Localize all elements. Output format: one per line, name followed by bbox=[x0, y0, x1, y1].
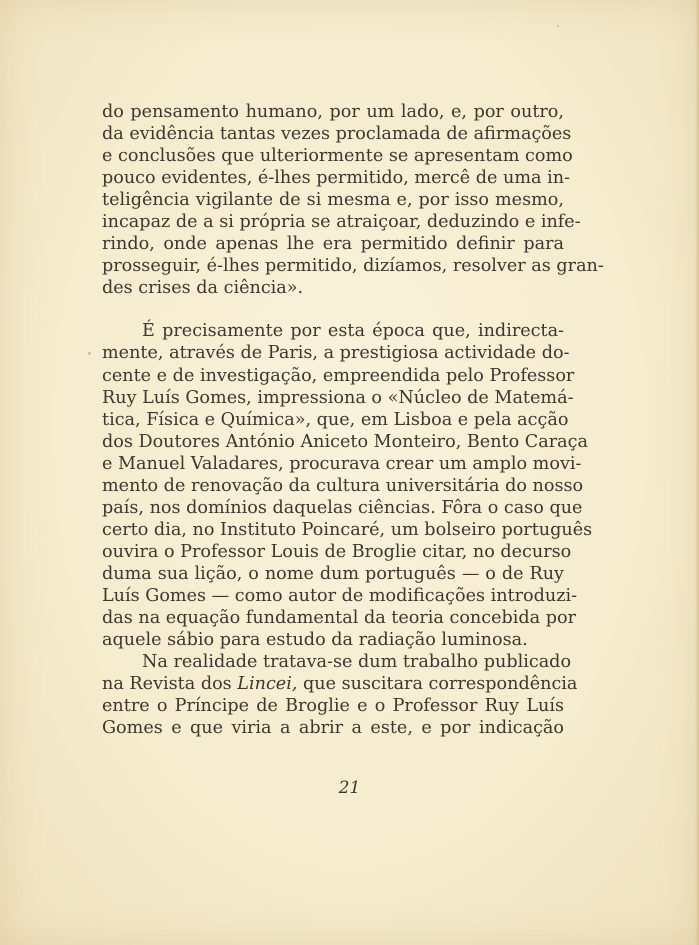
paper-speck bbox=[88, 352, 91, 355]
text-line: aquele sábio para estudo da radiação luminosa. bbox=[102, 630, 528, 651]
text-line: e conclusões que ulteriormente se apresentam como bbox=[102, 146, 573, 167]
text-line-with-italic bbox=[102, 673, 578, 695]
page-number: 21 bbox=[338, 778, 361, 798]
text-line: entre o Príncipe de Broglie e o Professor Ruy Luís bbox=[102, 696, 564, 717]
text-line: incapaz de a si própria se atraiçoar, deduzindo e infe- bbox=[102, 212, 581, 233]
italic-journal-name: Lincei, bbox=[237, 674, 298, 695]
text-line: Gomes e que viria a abrir a este, e por indicação bbox=[102, 718, 564, 739]
text-line: rindo, onde apenas lhe era permitido definir para bbox=[102, 234, 564, 255]
text-line: da evidência tantas vezes proclamada de afirmações bbox=[102, 124, 572, 145]
text-line: mente, através de Paris, a prestigiosa actividade do- bbox=[102, 343, 570, 364]
paragraph-1 bbox=[102, 101, 604, 299]
text-line: das na equação fundamental da teoria concebida por bbox=[102, 608, 577, 629]
paragraph-3 bbox=[102, 651, 578, 739]
text-line: país, nos domínios daquelas ciências. Fôra o caso que bbox=[102, 497, 583, 518]
text-line: prosseguir, é-lhes permitido, dizíamos, resolver as gran- bbox=[102, 256, 604, 277]
text-line: Ruy Luís Gomes, impressiona o «Núcleo de Matemá- bbox=[102, 387, 574, 408]
paragraph-gap bbox=[102, 299, 564, 320]
text-line: certo dia, no Instituto Poincaré, um bolseiro português bbox=[102, 519, 593, 540]
text-line: É precisamente por esta época que, indirecta- bbox=[142, 321, 564, 342]
text-line: do pensamento humano, por um lado, e, por outro, bbox=[102, 102, 564, 122]
text-line: Luís Gomes — como autor de modificações introduzi- bbox=[102, 585, 578, 606]
text-line: pouco evidentes, é-lhes permitido, mercê de uma in- bbox=[102, 168, 571, 189]
text-line: teligência vigilante de si mesma e, por isso mesmo, bbox=[102, 190, 564, 211]
text-line: dos Doutores António Aniceto Monteiro, Bento Caraça bbox=[102, 431, 588, 452]
text-segment: que suscitara correspondência bbox=[297, 674, 578, 695]
page-edge bbox=[695, 0, 699, 945]
paragraph-2 bbox=[102, 320, 593, 651]
text-line: e Manuel Valadares, procurava crear um amplo movi- bbox=[102, 453, 582, 474]
text-line: cente e de investigação, empreendida pelo Professor bbox=[102, 365, 575, 386]
text-line: des crises da ciência». bbox=[102, 278, 304, 299]
text-line: ouvira o Professor Louis de Broglie citar, no decurso bbox=[102, 541, 572, 562]
text-line: duma sua lição, o nome dum português — o de Ruy bbox=[102, 563, 564, 584]
text-line: Na realidade tratava-se dum trabalho publicado bbox=[142, 652, 572, 673]
text-segment: na Revista dos bbox=[102, 674, 238, 695]
body-text bbox=[102, 101, 604, 739]
paper-speck bbox=[557, 25, 559, 27]
text-line: mento de renovação da cultura universitária do nosso bbox=[102, 475, 584, 496]
text-line: tica, Física e Química», que, em Lisboa e pela acção bbox=[102, 409, 569, 430]
